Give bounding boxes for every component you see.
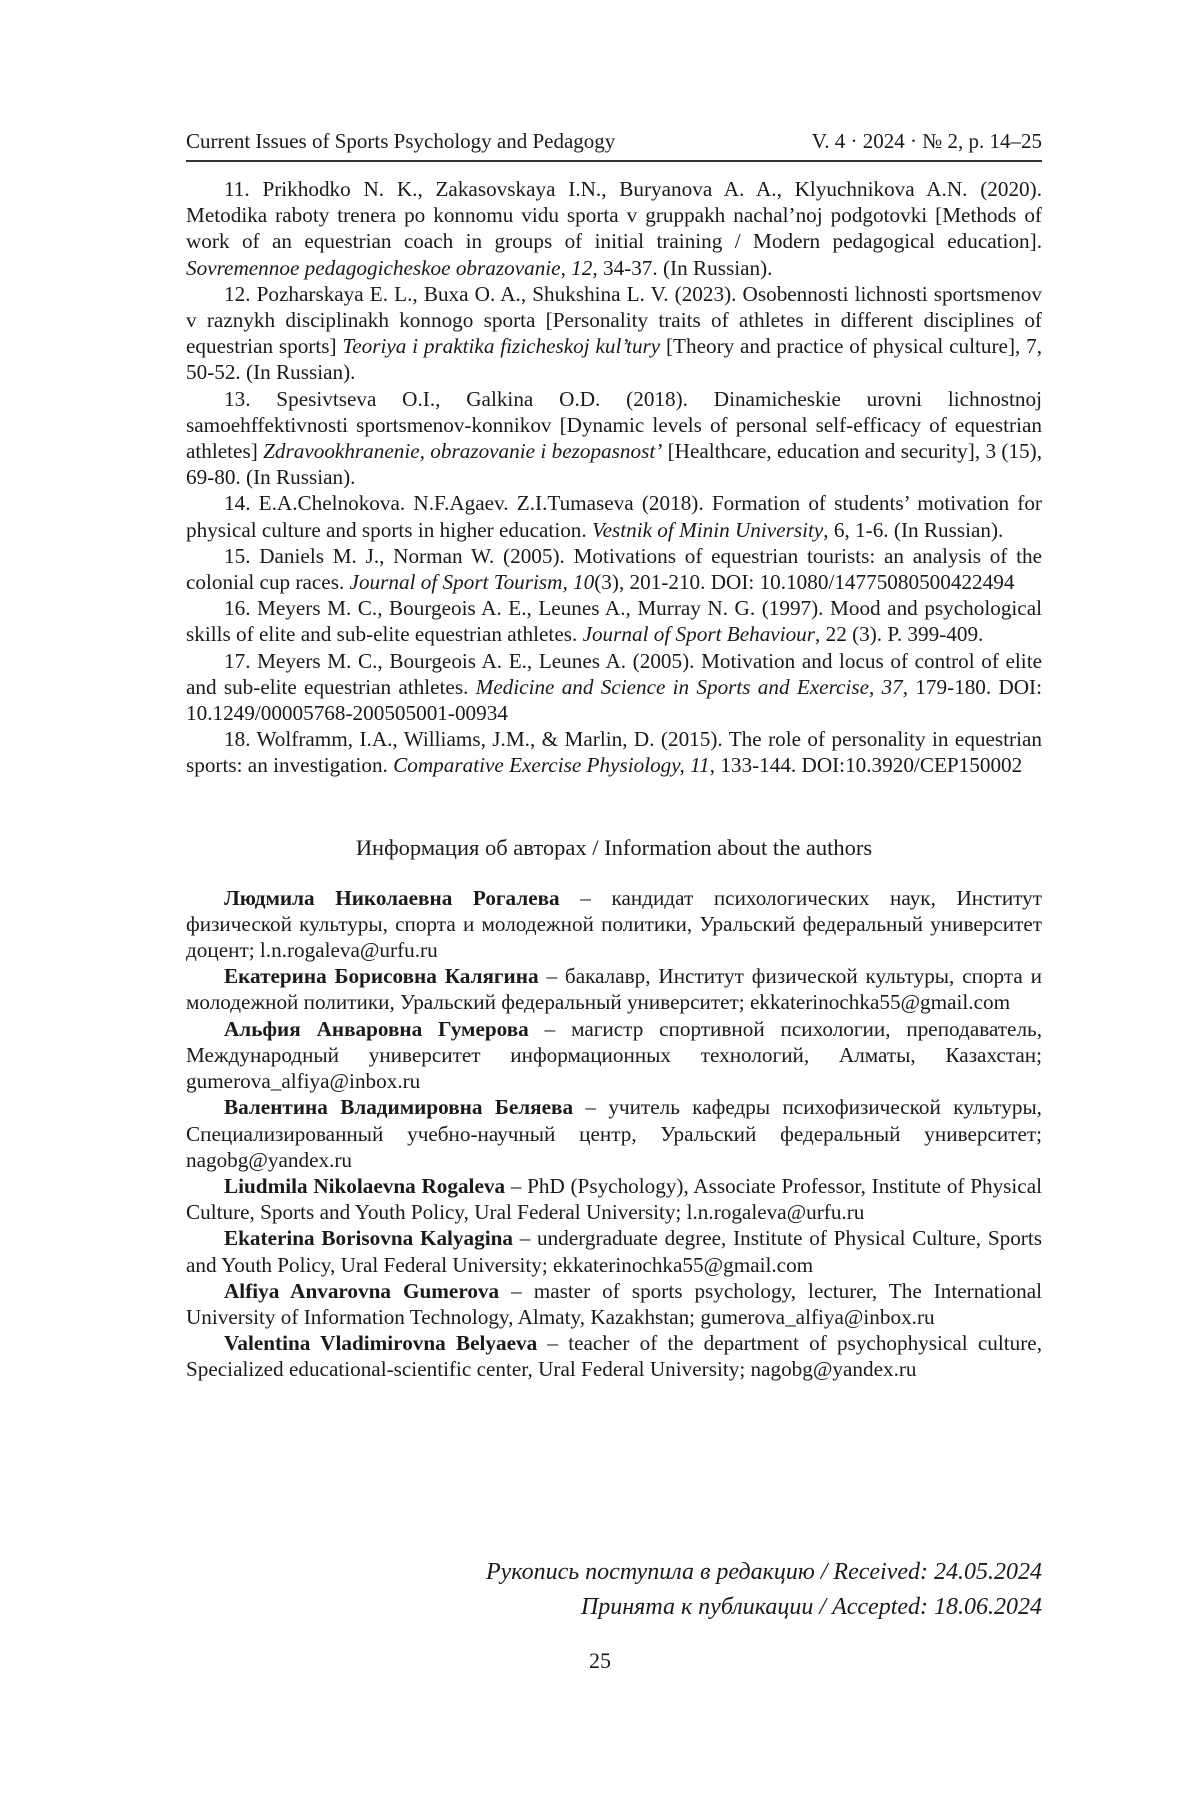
- author-name: Valentina Vladimirovna Belyaeva: [224, 1331, 538, 1356]
- reference-item: 12. Pozharskaya E. L., Buxa O. A., Shukshina L. V. (2023). Osobennosti lichnosti sportsmenov v raznykh disciplinakh konnogo sporta [Personality traits of athletes in different disciplines of equestrian sports] Teoriya i praktika fizicheskoj kul’tury [Theory and practice of physical culture], 7, 50-52. (In Russian).: [186, 281, 1042, 385]
- issue-info: V. 4 · 2024 · № 2, p. 14–25: [811, 129, 1042, 153]
- journal-title: Current Issues of Sports Psychology and Pedagogy: [186, 129, 616, 153]
- author-name: Alfiya Anvarovna Gumerova: [224, 1278, 500, 1303]
- author-item: Liudmila Nikolaevna Rogaleva – PhD (Psychology), Associate Professor, Institute of Physical Culture, Sports and Youth Policy, Ural Federal University; l.n.rogaleva@urfu.ru: [186, 1173, 1042, 1225]
- reference-list: [186, 176, 1042, 779]
- accepted-date: Принята к публикации / Accepted: 18.06.2024: [580, 1594, 1042, 1620]
- author-item: Valentina Vladimirovna Belyaeva – teacher of the department of psychophysical culture, Specialized educational-scientific center, Ural Federal University; nagobg@yandex.ru: [186, 1331, 1042, 1382]
- reference-item: 16. Meyers M. C., Bourgeois A. E., Leunes A., Murray N. G. (1997). Mood and psychological skills of elite and sub-elite equestrian athletes. Journal of Sport Behaviour, 22 (3). P. 399-409.: [186, 596, 1042, 647]
- author-item: Людмила Николаевна Рогалева – кандидат психологических наук, Институт физической культуры, спорта и молодежной политики, Уральский федеральный университет доцент; l.n.rogaleva@urfu.ru: [186, 885, 1042, 963]
- reference-item: 14. E.A.Chelnokova. N.F.Agaev. Z.I.Tumaseva (2018). Formation of students’ motivation for physical culture and sports in higher education. Vestnik of Minin University, 6, 1-6. (In Russian).: [186, 491, 1042, 542]
- running-header: [186, 126, 1042, 162]
- author-item: Ekaterina Borisovna Kalyagina – undergraduate degree, Institute of Physical Culture, Sports and Youth Policy, Ural Federal University; ekkaterinochka55@gmail.com: [186, 1226, 1042, 1277]
- reference-item: 17. Meyers M. C., Bourgeois A. E., Leunes A. (2005). Motivation and locus of control of elite and sub-elite equestrian athletes. Medicine and Science in Sports and Exercise, 37, 179-180. DOI: 10.1249/00005768-200505001-00934: [186, 648, 1042, 726]
- author-item: Екатерина Борисовна Калягина – бакалавр, Институт физической культуры, спорта и молодежной политики, Уральский федеральный университет; ekkaterinochka55@gmail.com: [186, 964, 1042, 1015]
- authors-section-title: Информация об авторах / Information about the authors: [355, 834, 873, 860]
- reference-item: 18. Wolframm, I.A., Williams, J.M., & Marlin, D. (2015). The role of personality in equestrian sports: an investigation. Comparative Exercise Physiology, 11, 133-144. DOI:10.3920/CEP150002: [186, 727, 1042, 778]
- author-list: [186, 885, 1042, 1383]
- author-name: Ekaterina Borisovna Kalyagina: [224, 1226, 513, 1251]
- author-name: Валентина Владимировна Беляева: [224, 1095, 574, 1120]
- page-number: 25: [589, 1648, 611, 1673]
- reference-item: 13. Spesivtseva O.I., Galkina O.D. (2018). Dinamicheskie urovni lichnostnoj samoehffektivnosti sportsmenov-konnikov [Dynamic levels of personal self-efficacy of equestrian athletes] Zdravookhranenie, obrazovanie i bezopasnost’ [Healthcare, education and security], 3 (15), 69-80. (In Russian).: [186, 386, 1042, 490]
- author-name: Альфия Анваровна Гумерова: [224, 1016, 529, 1041]
- author-item: Alfiya Anvarovna Gumerova – master of sports psychology, lecturer, The International University of Information Technology, Almaty, Kazakhstan; gumerova_alfiya@inbox.ru: [186, 1278, 1042, 1329]
- author-item: Валентина Владимировна Беляева – учитель кафедры психофизической культуры, Специализированный учебно-научный центр, Уральский федеральный университет; nagobg@yandex.ru: [186, 1095, 1042, 1172]
- author-item: Альфия Анваровна Гумерова – магистр спортивной психологии, преподаватель, Международный университет информационных технологий, Алматы, Казахстан; gumerova_alfiya@inbox.ru: [186, 1016, 1042, 1094]
- reference-item: 11. Prikhodko N. K., Zakasovskaya I.N., Buryanova A. A., Klyuchnikova A.N. (2020). Metodika raboty trenera po konnomu vidu sporta v gruppakh nachal’noj podgotovki [Methods of work of an equestrian coach in groups of initial training / Modern pedagogical education]. Sovremennoe pedagogicheskoe obrazovanie, 12, 34-37. (In Russian).: [186, 177, 1042, 280]
- main-content: [186, 176, 1042, 1383]
- reference-item: 15. Daniels M. J., Norman W. (2005). Motivations of equestrian tourists: an analysis of the colonial cup races. Journal of Sport Tourism, 10(3), 201-210. DOI: 10.1080/14775080500422494: [186, 543, 1042, 595]
- author-name: Екатерина Борисовна Калягина: [224, 964, 539, 989]
- author-name: Людмила Николаевна Рогалева: [224, 885, 560, 910]
- publication-dates: [486, 1555, 1042, 1625]
- received-date: Рукопись поступила в редакцию / Received: 24.05.2024: [485, 1559, 1042, 1585]
- author-name: Liudmila Nikolaevna Rogaleva: [224, 1173, 506, 1198]
